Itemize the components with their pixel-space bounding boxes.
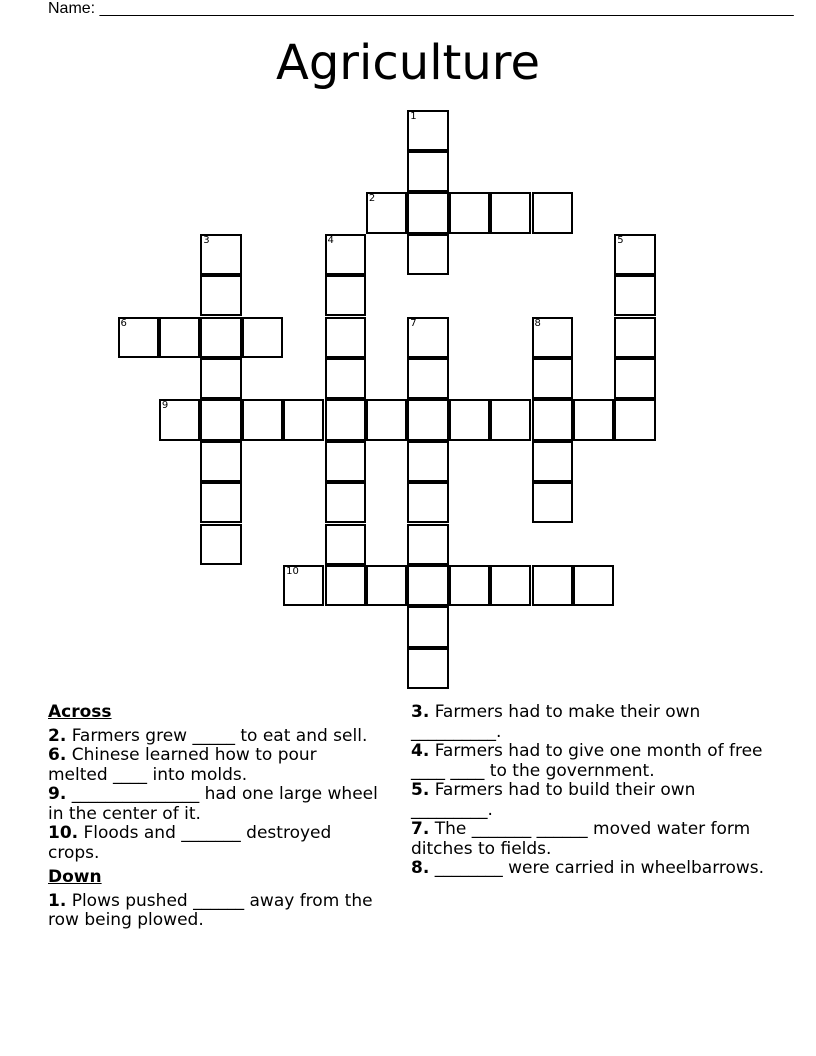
grid-cell[interactable]	[200, 317, 241, 358]
grid-cell[interactable]	[200, 275, 241, 316]
clue-number: 1	[410, 110, 417, 122]
clue-number: 2	[368, 193, 376, 205]
grid-cell[interactable]	[242, 317, 283, 358]
grid-cell[interactable]	[200, 524, 241, 565]
grid-cell[interactable]	[283, 399, 324, 440]
grid-cell[interactable]	[407, 192, 448, 233]
grid-cell[interactable]	[407, 606, 448, 647]
clue-number: 9	[161, 400, 169, 412]
grid-cell[interactable]	[200, 399, 241, 440]
grid-cell[interactable]	[325, 234, 366, 275]
grid-cell[interactable]	[573, 399, 614, 440]
grid-cell[interactable]	[614, 358, 655, 399]
grid-cell[interactable]	[532, 192, 573, 233]
clues-left-column	[48, 703, 378, 931]
puzzle-title: Agriculture	[276, 35, 540, 91]
grid-cell[interactable]	[407, 648, 448, 689]
grid-cell[interactable]	[407, 234, 448, 275]
grid-cell[interactable]	[614, 234, 655, 275]
grid-cell[interactable]	[118, 317, 159, 358]
grid-cell[interactable]	[200, 234, 241, 275]
grid-cell[interactable]	[366, 399, 407, 440]
grid-cell[interactable]	[407, 358, 448, 399]
clue-number: 8	[534, 317, 541, 329]
clue-across-9: 9. _______________ had one large wheel in the center of it.	[48, 784, 378, 824]
grid-cell[interactable]	[325, 482, 366, 523]
across-heading: Across	[48, 702, 112, 722]
grid-cell[interactable]	[407, 441, 448, 482]
grid-cell[interactable]	[532, 358, 573, 399]
clue-number: 4	[327, 234, 334, 246]
grid-cell[interactable]	[325, 275, 366, 316]
grid-cell[interactable]	[407, 524, 448, 565]
grid-cell[interactable]	[532, 565, 573, 606]
grid-cell[interactable]	[407, 110, 448, 151]
grid-cell[interactable]	[407, 482, 448, 523]
grid-cell[interactable]	[614, 275, 655, 316]
grid-cell[interactable]	[490, 565, 531, 606]
grid-cell[interactable]	[614, 317, 655, 358]
grid-cell[interactable]	[532, 399, 573, 440]
grid-cell[interactable]	[407, 151, 448, 192]
clue-down-8: 8. ________ were carried in wheelbarrows.	[411, 858, 765, 878]
grid-cell[interactable]	[407, 317, 448, 358]
grid-cell[interactable]	[242, 399, 283, 440]
grid-cell[interactable]	[490, 192, 531, 233]
grid-cell[interactable]	[366, 565, 407, 606]
grid-cell[interactable]	[366, 192, 407, 233]
grid-cell[interactable]	[283, 565, 324, 606]
grid-cell[interactable]	[532, 441, 573, 482]
grid-cell[interactable]	[407, 399, 448, 440]
grid-cell[interactable]	[325, 399, 366, 440]
clue-number: 10	[286, 565, 299, 577]
clue-down-7: 7. The _______ ______ moved water form ditches to fields.	[411, 819, 751, 859]
clue-down-5: 5. Farmers had to build their own _________.	[411, 780, 696, 820]
clues-right-column	[411, 703, 771, 879]
clue-down-3: 3. Farmers had to make their own __________.	[411, 702, 701, 742]
grid-cell[interactable]	[325, 317, 366, 358]
grid-cell[interactable]	[159, 317, 200, 358]
down-heading: Down	[48, 867, 102, 887]
grid-cell[interactable]	[449, 192, 490, 233]
grid-cell[interactable]	[325, 358, 366, 399]
clue-across-6: 6. Chinese learned how to pour melted ____ into molds.	[48, 745, 317, 785]
grid-cell[interactable]	[200, 441, 241, 482]
clue-down-4: 4. Farmers had to give one month of free ____ ____ to the government.	[411, 741, 763, 781]
clue-across-10: 10. Floods and _______ destroyed crops.	[48, 823, 332, 863]
grid-cell[interactable]	[532, 317, 573, 358]
clue-number: 5	[617, 234, 624, 246]
grid-cell[interactable]	[325, 524, 366, 565]
clue-number: 3	[203, 234, 210, 246]
clue-number: 7	[410, 317, 417, 329]
grid-cell[interactable]	[200, 358, 241, 399]
grid-cell[interactable]	[449, 565, 490, 606]
grid-cell[interactable]	[532, 482, 573, 523]
clue-number: 6	[120, 317, 127, 329]
clue-across-2: 2. Farmers grew _____ to eat and sell.	[48, 725, 368, 746]
grid-cell[interactable]	[325, 441, 366, 482]
grid-cell[interactable]	[325, 565, 366, 606]
grid-cell[interactable]	[573, 565, 614, 606]
grid-cell[interactable]	[449, 399, 490, 440]
name-field-label: Name: ______________________________________________________________________________	[48, 0, 794, 17]
grid-cell[interactable]	[200, 482, 241, 523]
grid-cell[interactable]	[614, 399, 655, 440]
clue-down-1: 1. Plows pushed ______ away from the row being plowed.	[48, 890, 373, 930]
grid-cell[interactable]	[159, 399, 200, 440]
grid-cell[interactable]	[490, 399, 531, 440]
grid-cell[interactable]	[407, 565, 448, 606]
